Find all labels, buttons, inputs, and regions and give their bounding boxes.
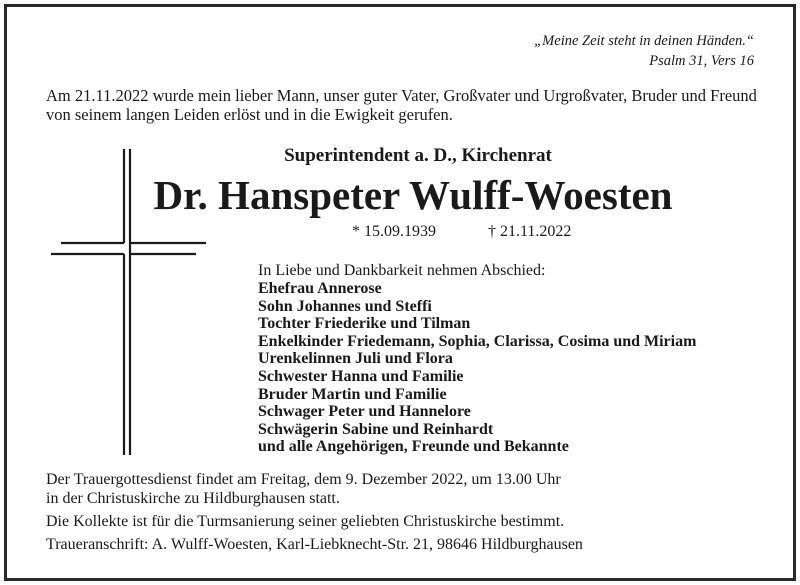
mourner-line: und alle Angehörigen, Freunde und Bekannte [258, 438, 569, 456]
intro-text: Am 21.11.2022 wurde mein lieber Mann, unser guter Vater, Großvater und Urgroßvater, Bruder und Freund von seinem langen Leiden erlöst und in die Ewigkeit gerufen. [46, 86, 757, 124]
mourning-address: Traueranschrift: A. Wulff-Woesten, Karl-Liebknecht-Str. 21, 98646 Hildburghausen [46, 536, 583, 553]
mourners-list [258, 280, 696, 456]
quote-source: Psalm 31, Vers 16 [649, 53, 754, 69]
deceased-name: Dr. Hanspeter Wulff-Woesten [153, 172, 673, 218]
quote-text: „Meine Zeit steht in deinen Händen.“ [534, 33, 754, 49]
mourner-line: Ehefrau Annerose [258, 280, 382, 297]
mourner-line: Urenkelinnen Juli und Flora [258, 350, 453, 368]
service-info-line-1: Der Trauergottesdienst findet am Freitag, dem 9. Dezember 2022, um 13.00 Uhr [46, 471, 561, 488]
deceased-title: Superintendent a. D., Kirchenrat [284, 145, 552, 166]
mourner-line: Sohn Johannes und Steffi [258, 297, 432, 315]
mourner-line: Schwager Peter und Hannelore [258, 403, 471, 421]
life-dates [352, 222, 571, 242]
death-date: † 21.11.2022 [488, 223, 572, 240]
farewell-intro: In Liebe und Dankbarkeit nehmen Abschied: [258, 262, 546, 279]
mourner-line: Schwägerin Sabine und Reinhardt [258, 420, 494, 438]
collection-info: Die Kollekte ist für die Turmsanierung seiner geliebten Christuskirche bestimmt. [46, 513, 565, 530]
mourner-line: Bruder Martin und Familie [258, 385, 447, 403]
mourner-line: Schwester Hanna und Familie [258, 367, 464, 385]
mourner-line: Tochter Friederike und Tilman [258, 315, 471, 333]
service-info-line-2: in der Christuskirche zu Hildburghausen statt. [46, 490, 340, 507]
mourner-line: Enkelkinder Friedemann, Sophia, Clarissa, Cosima und Miriam [258, 332, 697, 350]
birth-date: * 15.09.1939 [352, 223, 436, 240]
